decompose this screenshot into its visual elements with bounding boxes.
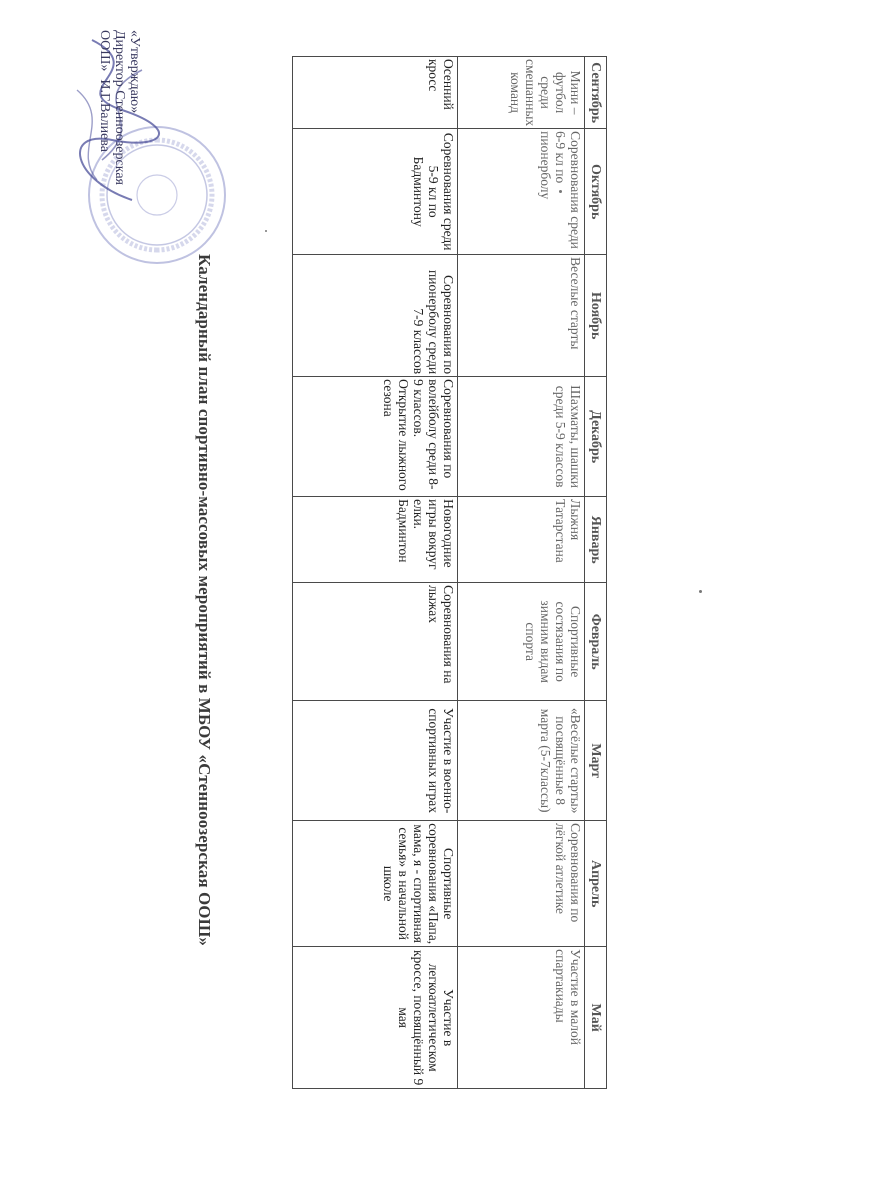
table-cell: Спортивные соревнования «Папа, мама, я - спортивная семья» в начальной школе xyxy=(293,821,458,947)
approval-signature-row xyxy=(97,30,112,270)
table-cell: Новогодние игры вокруг елки. Бадминтон xyxy=(293,497,458,583)
month-header: Октябрь xyxy=(585,129,607,255)
scan-speck xyxy=(559,190,562,193)
month-header: Сентябрь xyxy=(585,57,607,129)
month-header: Январь xyxy=(585,497,607,583)
table-cell: Осенний кросс xyxy=(293,57,458,129)
month-header: Май xyxy=(585,947,607,1089)
month-header: Декабрь xyxy=(585,377,607,497)
table-row xyxy=(293,57,458,1089)
scan-speck xyxy=(265,230,267,232)
month-header: Апрель xyxy=(585,821,607,947)
table-row xyxy=(458,57,585,1089)
table-cell: «Весёлые старты» посвящённые 8 марта (5-7классы) xyxy=(458,701,585,821)
approval-block xyxy=(97,30,142,270)
table-cell: Участие в военно-спортивных играх xyxy=(293,701,458,821)
table-header-row xyxy=(585,57,607,1089)
table-cell: Соревнования на лыжах xyxy=(293,583,458,701)
month-header: Февраль xyxy=(585,583,607,701)
table-cell: Шахматы, шашки среди 5-9 классов xyxy=(458,377,585,497)
table-cell: Мини – футбол среди смешанных команд xyxy=(458,57,585,129)
table-cell: Участие в легкоатлетическом кроссе, посвящённый 9 мая xyxy=(293,947,458,1089)
table-cell: Соревнования по лёгкой атлетике xyxy=(458,821,585,947)
scan-speck xyxy=(699,590,702,593)
approval-school: ООШ» xyxy=(97,30,112,72)
approval-position: Директор Стенноозерская xyxy=(112,30,127,185)
table-cell: Лыжня Татарстана xyxy=(458,497,585,583)
table-cell: Соревнования по волейболу среди 8-9 классов. Открытие лыжного сезона xyxy=(293,377,458,497)
table-cell: Спортивные состязания по зимним видам спорта xyxy=(458,583,585,701)
approval-name: И.Г.Валиева xyxy=(97,79,112,152)
table-cell: Веселые старты xyxy=(458,255,585,377)
document-title: Календарный план спортивно-массовых мероприятий в МБОУ «Стенноозерская ООШ» xyxy=(195,254,214,946)
approval-heading: «Утверждаю» xyxy=(127,30,142,114)
month-header: Март xyxy=(585,701,607,821)
table-cell: Соревнования среди 6-9 кл по пионерболу xyxy=(458,129,585,255)
events-calendar-table xyxy=(292,56,607,1089)
month-header: Ноябрь xyxy=(585,255,607,377)
table-cell: Соревнования среди 5-9 кл по Бадминтону xyxy=(293,129,458,255)
table-cell: Участие в малой спартакиады xyxy=(458,947,585,1089)
table-cell: Соревнования по пионерболу среди 7-9 классов xyxy=(293,255,458,377)
